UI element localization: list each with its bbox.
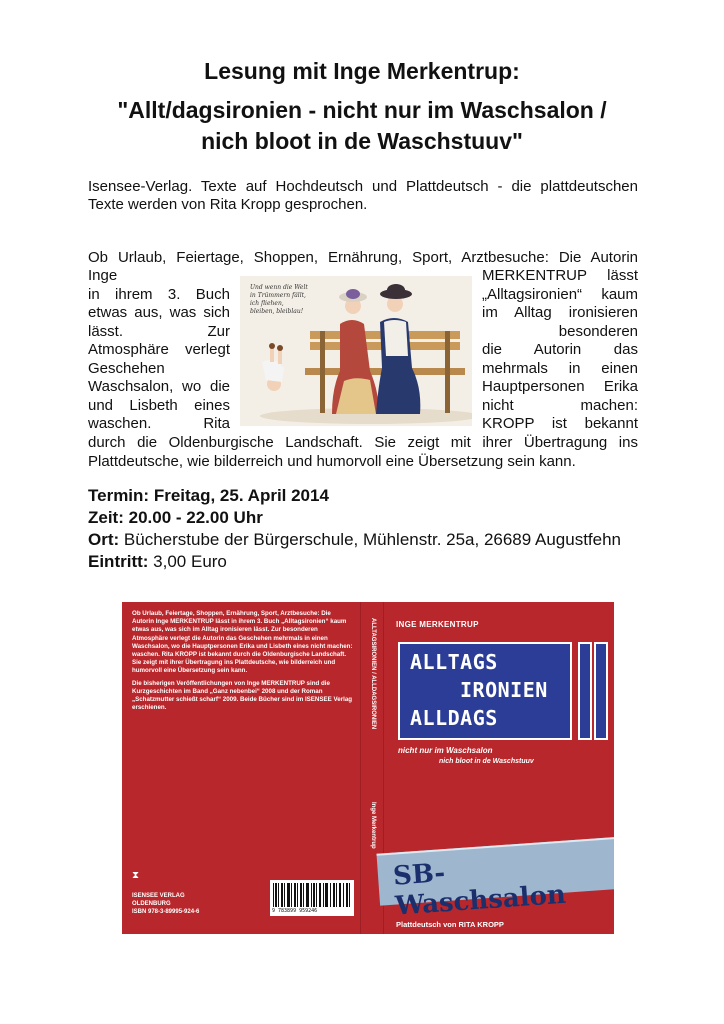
description-left-line: waschen. Rita: [88, 415, 230, 432]
cover-title-box: [398, 642, 572, 740]
back-cover-paragraph: Ob Urlaub, Feiertage, Shoppen, Ernährung, Sport, Arztbesuche: Die Autorin Inge MERKENTRUP lässt in ihrem 3. Buch „Alltagsironien“ kaum etwas aus, was sich im Alltag ironisieren lässt. Zur besonderen Atmosphäre verlegt die Autorin das Geschehen mehrmals in einen Waschsalon, wo die Hauptpersonen Erika und Lisbeth eines nicht machen: waschen. Rita KROPP ist bekannt durch die Oldenburgische Landschaft. Sie zeigt mit ihrer Übertragung ins Plattdeutsche, wie bilderreich und humorvoll eine Übersetzung sein kann.: [132, 610, 353, 675]
description-end-line: durch die Oldenburgische Landschaft. Sie zeigt mit ihrer Übertragung ins: [88, 434, 638, 451]
waschsalon-sign-text: SB-Waschsalon: [392, 858, 567, 922]
description-end: [88, 434, 638, 471]
description-right-line: mehrmals in einen: [482, 359, 638, 377]
description-right-column: [482, 267, 638, 434]
event-time-label: Zeit:: [88, 508, 124, 527]
publisher-line: ISBN 978-3-89995-924-6: [132, 909, 200, 915]
back-cover-text: [132, 610, 354, 716]
description-first-line: Ob Urlaub, Feiertage, Shoppen, Ernährung, Sport, Arztbesuche: Die Autorin: [88, 249, 638, 266]
back-cover-paragraph: Die bisherigen Veröffentlichungen von Inge MERKENTRUP sind die Kurzgeschichten im Band „Ganz nebenbei“ 2008 und der Roman „Schatzmutter schießt scharf“ 2009. Beide Bücher sind im ISENSEE Verlag erschienen.: [132, 679, 353, 712]
cover-title-word: IRONIEN: [460, 678, 548, 702]
cover-translator: Plattdeutsch von RITA KROPP: [396, 920, 504, 929]
event-place-label: Ort:: [88, 530, 120, 549]
caption-line: bleiben, bleiblau!: [250, 308, 304, 315]
description-left-line: lässt. Zur: [88, 322, 230, 340]
publisher-line: ISENSEE VERLAG: [132, 893, 185, 899]
publisher-info: [132, 892, 199, 916]
intro-paragraph: Isensee-Verlag. Texte auf Hochdeutsch und Plattdeutsch - die plattdeutschen Texte werden von Rita Kropp gesprochen.: [88, 178, 638, 213]
publisher-line: OLDENBURG: [132, 901, 171, 907]
page-title-line2: "Allt/dagsironien - nicht nur im Waschsalon /: [117, 97, 607, 123]
cover-stripe: [594, 642, 608, 740]
event-fee-label: Eintritt:: [88, 552, 149, 571]
spine-author: Inge Merkentrup: [370, 802, 376, 849]
book-cover-image: [122, 602, 614, 934]
event-place-value: Bücherstube der Bürgerschule, Mühlenstr. 25a, 26689 Augustfehn: [123, 530, 622, 549]
description-right-line: im Alltag ironisieren: [482, 304, 638, 321]
description-right-line: „Alltagsironien“ kaum: [482, 285, 638, 303]
vintage-postcard-illustration: [240, 276, 472, 426]
book-front-cover: [384, 602, 614, 934]
caption-line: ich fliehen,: [250, 300, 284, 307]
page-title-line1: Lesung mit Inge Merkentrup:: [204, 58, 520, 84]
publisher-logo-icon: ⧗: [132, 870, 140, 881]
description-right-line: Hauptpersonen Erika: [482, 378, 638, 395]
description-right-line: nicht machen:: [482, 396, 638, 414]
event-fee: [88, 551, 708, 573]
description-left-line: etwas aus, was sich: [88, 304, 230, 321]
description-right-line: KROPP ist bekannt: [482, 415, 638, 432]
description-left-line: Atmosphäre verlegt: [88, 341, 230, 358]
description-left-line: Waschsalon, wo die: [88, 378, 230, 395]
spine-title: ALLTAGSIRONIEN / ALLDAGSIRONIEN: [370, 618, 376, 730]
caption-line: Und wenn die Welt: [250, 284, 308, 291]
cover-stripe: [578, 642, 592, 740]
cover-title-word: ALLTAGS: [410, 650, 498, 674]
description-right-line: MERKENTRUP lässt: [482, 267, 638, 284]
bench-scene-drawing: [240, 276, 472, 426]
description-left-line: Inge: [88, 267, 118, 284]
description-right-line: die Autorin das: [482, 341, 638, 358]
description-left-line: in ihrem 3. Buch: [88, 285, 230, 303]
event-date-value: Freitag, 25. April 2014: [153, 486, 329, 505]
cover-subtitle: nich bloot in de Waschstuuv: [439, 758, 534, 765]
event-fee-value: 3,00 Euro: [153, 552, 227, 571]
cover-subtitle: nicht nur im Waschsalon: [398, 746, 493, 755]
cover-title-word: ALLDAGS: [410, 706, 498, 730]
event-time: [88, 507, 708, 529]
event-time-value: 20.00 - 22.00 Uhr: [128, 508, 263, 527]
description-end-line: Plattdeutsche, wie bilderreich und humorvoll eine Übersetzung sein kann.: [88, 452, 576, 470]
description-left-line: Geschehen: [88, 359, 165, 377]
event-date: [88, 485, 708, 507]
book-back-cover: [122, 602, 360, 934]
cover-author: INGE MERKENTRUP: [396, 620, 479, 629]
description-left-line: und Lisbeth eines: [88, 396, 230, 414]
page-title-line3: nich bloot in de Waschstuuv": [201, 128, 523, 154]
event-date-label: Termin:: [88, 486, 150, 505]
description-right-line: besonderen: [558, 322, 638, 340]
caption-line: in Trümmern fällt,: [250, 292, 306, 299]
description-left-column: [88, 267, 230, 434]
event-place: [88, 529, 708, 551]
barcode-number: 9 783899 959246: [272, 908, 318, 914]
